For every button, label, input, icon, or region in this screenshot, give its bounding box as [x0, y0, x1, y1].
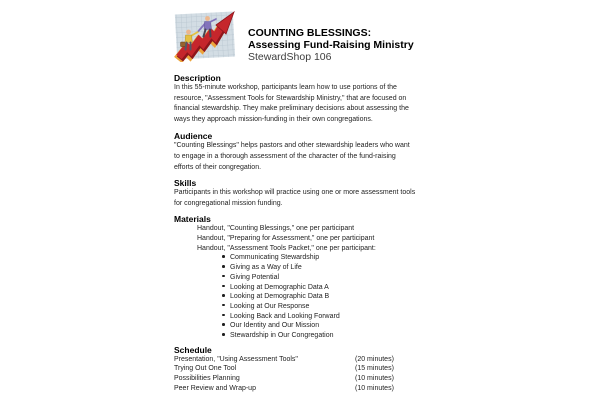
paragraph-line: for congregational mission funding.	[174, 199, 283, 207]
bullet-item-label: Giving Potential	[230, 273, 280, 281]
packet-bullet-list	[174, 253, 474, 340]
section-audience	[174, 131, 474, 173]
section-skills	[174, 178, 474, 209]
handout-item: Handout, "Counting Blessings," one per participant	[197, 225, 355, 233]
description-heading: Description	[174, 73, 221, 83]
schedule-row	[174, 364, 474, 374]
page-title-line1: COUNTING BLESSINGS:	[248, 27, 372, 39]
bullet-dot-icon	[222, 275, 225, 278]
paragraph-line: Participants in this workshop will practice using one or more assessment tools	[174, 189, 416, 197]
bullet-item-label: Our Identity and Our Mission	[230, 322, 320, 330]
paragraph-line: ways they approach mission-funding in their own congregations.	[174, 115, 373, 123]
handout-item: Handout, "Assessment Tools Packet," one per participant:	[197, 244, 376, 252]
section-schedule	[174, 345, 474, 394]
section-materials	[174, 214, 474, 340]
paragraph-line: In this 55-minute workshop, participants learn how to use portions of the	[174, 84, 397, 91]
bullet-dot-icon	[222, 304, 225, 307]
bullet-item	[174, 321, 474, 331]
bullet-dot-icon	[222, 323, 225, 326]
bullet-item-label: Communicating Stewardship	[230, 254, 320, 262]
bullet-item	[174, 312, 474, 322]
schedule-row	[174, 355, 474, 365]
page-subtitle: StewardShop 106	[248, 51, 332, 63]
schedule-heading: Schedule	[174, 344, 212, 355]
schedule-row	[174, 374, 474, 384]
schedule-row	[174, 384, 474, 394]
bullet-item	[174, 253, 474, 263]
rising-arrow-climbers-illustration	[172, 11, 239, 62]
bullet-dot-icon	[222, 265, 225, 268]
section-description	[174, 73, 474, 125]
handout-list	[174, 224, 474, 253]
schedule-activity-label: Possibilities Planning	[174, 375, 240, 383]
description-paragraph	[174, 83, 474, 125]
bullet-item	[174, 302, 474, 312]
handout-item: Handout, "Preparing for Assessment," one per participant	[197, 235, 375, 243]
bullet-item-label: Giving as a Way of Life	[230, 264, 302, 272]
bullet-dot-icon	[222, 314, 225, 317]
page-title-line2: Assessing Fund-Raising Ministry	[248, 39, 414, 51]
audience-heading: Audience	[174, 131, 213, 142]
bullet-dot-icon	[222, 333, 225, 336]
bullet-item-label: Looking Back and Looking Forward	[230, 312, 340, 320]
bullet-item-label: Looking at Our Response	[230, 302, 310, 310]
paragraph-line: financial stewardship. They make preliminary decisions about assessing the	[174, 105, 409, 113]
bullet-dot-icon	[222, 255, 225, 258]
bullet-item	[174, 263, 474, 273]
schedule-activity-label: Trying Out One Tool	[174, 365, 237, 373]
bullet-dot-icon	[222, 294, 225, 297]
schedule-duration: (15 minutes)	[355, 365, 394, 373]
bullet-item	[174, 331, 474, 341]
schedule-duration: (10 minutes)	[355, 375, 394, 383]
skills-heading: Skills	[174, 178, 197, 189]
document-header	[172, 11, 414, 63]
audience-paragraph	[174, 141, 474, 173]
schedule-activity-label: Peer Review and Wrap-up	[174, 384, 256, 392]
paragraph-line: efforts of their congregation.	[174, 163, 262, 171]
bullet-item-label: Stewardship in Our Congregation	[230, 332, 334, 340]
bullet-item	[174, 292, 474, 302]
materials-heading: Materials	[174, 214, 211, 225]
bullet-dot-icon	[222, 285, 225, 288]
schedule-activity-label: Presentation, "Using Assessment Tools"	[174, 355, 298, 363]
bullet-item	[174, 283, 474, 293]
bullet-item-label: Looking at Demographic Data A	[230, 283, 329, 291]
paragraph-line: "Counting Blessings" helps pastors and other stewardship leaders who want	[174, 142, 410, 150]
skills-paragraph	[174, 188, 474, 209]
schedule-table	[174, 355, 474, 394]
document-body	[174, 70, 474, 394]
title-block	[248, 11, 414, 63]
schedule-duration: (10 minutes)	[355, 384, 394, 392]
bullet-item-label: Looking at Demographic Data B	[230, 293, 330, 301]
bullet-item	[174, 273, 474, 283]
paragraph-line: resource, "Assessment Tools for Stewardship Ministry," that are focused on	[174, 94, 407, 102]
paragraph-line: to engage in a thorough assessment of the character of the fund-raising	[174, 152, 396, 160]
schedule-duration: (20 minutes)	[355, 355, 394, 363]
